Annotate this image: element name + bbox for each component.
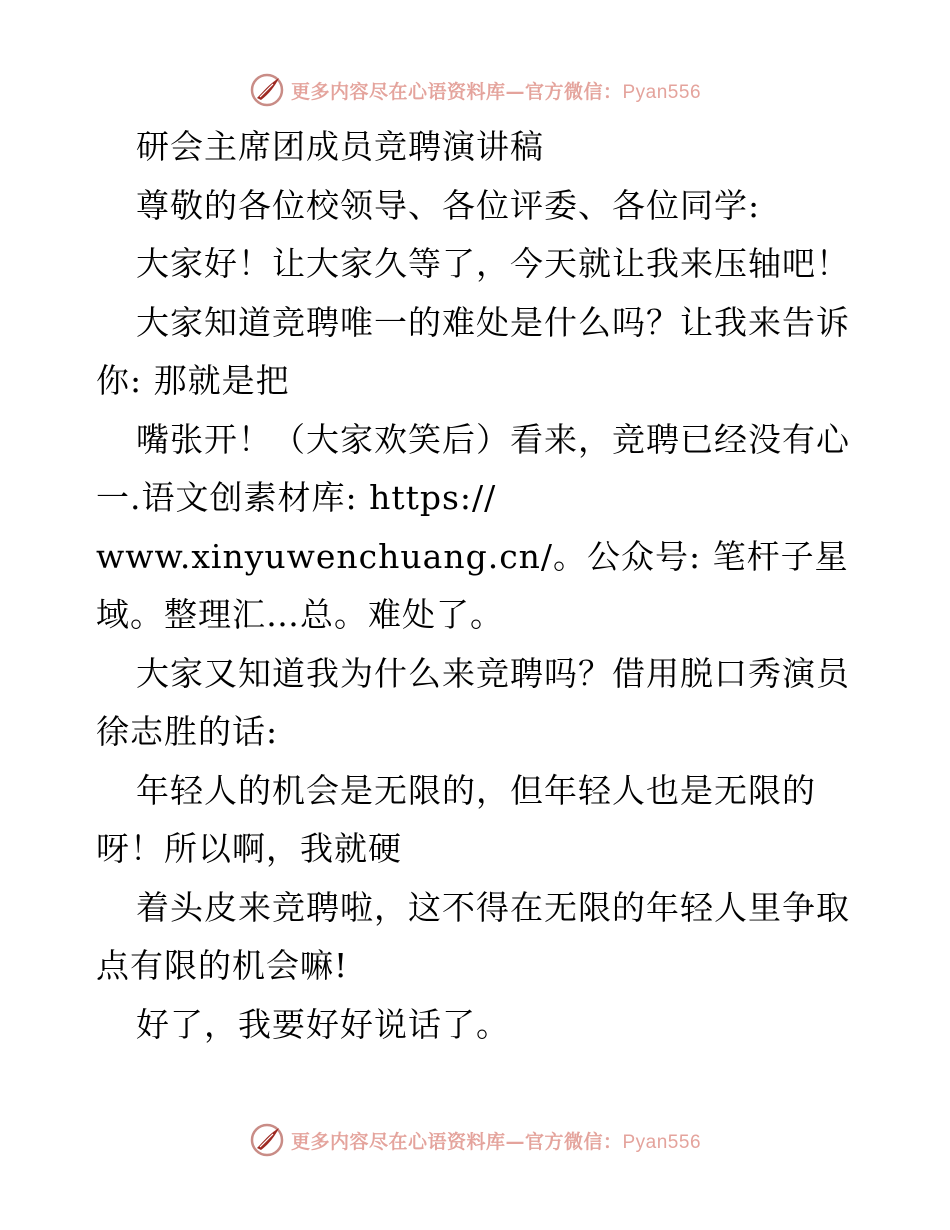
paragraph: 大家知道竞聘唯一的难处是什么吗？让我来告诉你: 那就是把 [96,302,850,400]
paragraph: 好了，我要好好说话了。 [136,1004,510,1044]
wechat-id: Pyan556 [622,81,702,103]
banner-dash: — [505,1130,525,1153]
banner-text [291,1127,701,1154]
paragraph: 大家又知道我为什么来竞聘吗？借用脱口秀演员徐志胜的话: [96,653,850,751]
brand-text: 更多内容尽在心语资料库 [290,80,506,103]
paragraph: 嘴张开！（大家欢笑后）看来，竞聘已经没有心 [136,419,850,459]
source-url-line: www.xinyuwenchuang.cn/。公众号: 笔杆子星域。整理汇…总。难处了。 [96,536,849,634]
banner-text [291,77,701,104]
source-line: 一.语文创素材库: https:// [96,478,497,517]
footer-banner [0,1120,950,1160]
paragraph: 年轻人的机会是无限的，但年轻人也是无限的呀！所以啊，我就硬 [96,770,816,868]
banner-dash: — [505,80,525,103]
salutation: 尊敬的各位校领导、各位评委、各位同学: [136,185,761,225]
document-body [96,118,856,1054]
brand-text: 更多内容尽在心语资料库 [290,1130,506,1153]
quill-seal-icon [249,72,285,108]
header-banner [0,70,950,110]
paragraph: 着头皮来竞聘啦，这不得在无限的年轻人里争取点有限的机会嘛! [96,887,850,985]
quill-seal-icon [249,1122,285,1158]
paragraph: 大家好！让大家久等了，今天就让我来压轴吧！ [136,244,850,283]
document-title: 研会主席团成员竞聘演讲稿 [136,127,544,166]
wechat-label: 官方微信： [524,80,623,103]
wechat-id: Pyan556 [622,1131,702,1153]
wechat-label: 官方微信： [524,1130,623,1153]
